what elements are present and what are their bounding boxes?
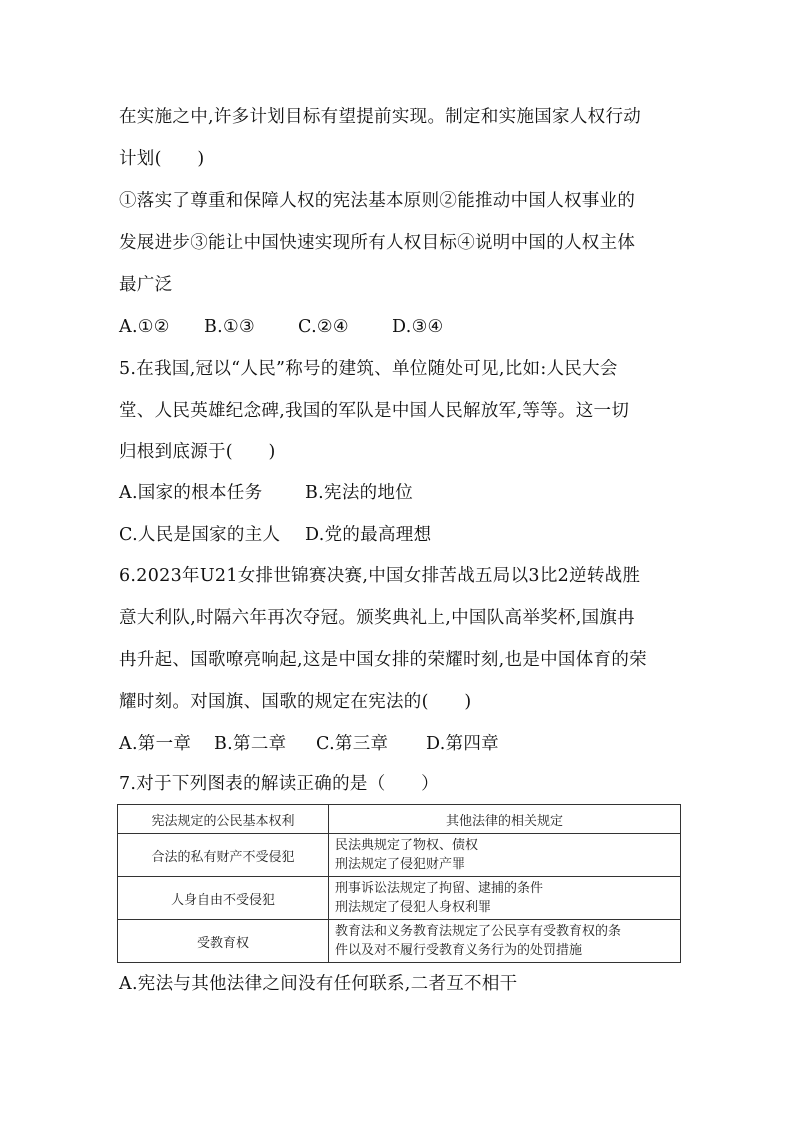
law-line: 教育法和义务教育法规定了公民享有受教育权的条 — [335, 924, 622, 939]
law-line: 刑事诉讼法规定了拘留、逮捕的条件 — [335, 881, 544, 896]
q4-items-line1: ①落实了尊重和保障人权的宪法基本原则②能推动中国人权事业的 — [119, 191, 636, 211]
q4-items-line2: 发展进步③能让中国快速实现所有人权目标④说明中国的人权主体 — [119, 233, 636, 253]
table-cell-right: 人身自由不受侵犯 — [118, 877, 329, 920]
q4-stem-line2: 计划( ) — [119, 149, 205, 169]
q6-option-c[interactable]: C.第三章 — [316, 734, 389, 754]
law-line: 件以及对不履行受教育义务行为的处罚措施 — [335, 943, 583, 958]
table-row — [118, 834, 681, 877]
law-line: 刑法规定了侵犯人身权利罪 — [335, 900, 492, 915]
q4-stem-line1: 在实施之中,许多计划目标有望提前实现。制定和实施国家人权行动 — [119, 107, 642, 127]
table-header-laws: 其他法律的相关规定 — [329, 805, 681, 834]
q7-stem: 7.对于下列图表的解读正确的是（ ） — [119, 774, 439, 794]
q6-line3: 冉升起、国歌嘹亮响起,这是中国女排的荣耀时刻,也是中国体育的荣 — [119, 650, 647, 670]
q6-option-b[interactable]: B.第二章 — [214, 734, 287, 754]
q6-line2: 意大利队,时隔六年再次夺冠。颁奖典礼上,中国队高举奖杯,国旗冉 — [119, 608, 635, 628]
q4-option-c[interactable]: C.②④ — [298, 317, 349, 337]
q6-options — [119, 732, 694, 756]
q5-option-b[interactable]: B.宪法的地位 — [305, 483, 414, 503]
q5-option-d[interactable]: D.党的最高理想 — [305, 525, 432, 545]
q4-option-a[interactable]: A.①② — [119, 317, 170, 337]
table-header-rights: 宪法规定的公民基本权利 — [118, 805, 329, 834]
table-cell-laws — [329, 920, 681, 963]
table-cell-laws — [329, 834, 681, 877]
q6-line1: 6.2023年U21女排世锦赛决赛,中国女排苦战五局以3比2逆转战胜 — [119, 566, 641, 586]
rights-table — [117, 804, 681, 963]
q5-line3: 归根到底源于( ) — [119, 442, 276, 462]
q5-line1: 5.在我国,冠以“人民”称号的建筑、单位随处可见,比如:人民大会 — [119, 359, 618, 379]
q6-option-d[interactable]: D.第四章 — [426, 734, 499, 754]
q6-line4: 耀时刻。对国旗、国歌的规定在宪法的( ) — [119, 692, 472, 712]
q5-option-a[interactable]: A.国家的根本任务 — [119, 483, 263, 503]
law-line: 民法典规定了物权、债权 — [335, 838, 479, 853]
q5-line2: 堂、人民英雄纪念碑,我国的军队是中国人民解放军,等等。这一切 — [119, 401, 630, 421]
law-line: 刑法规定了侵犯财产罪 — [335, 857, 466, 872]
table-cell-right: 合法的私有财产不受侵犯 — [118, 834, 329, 877]
q7-option-a[interactable]: A.宪法与其他法律之间没有任何联系,二者互不相干 — [119, 974, 518, 994]
table-header-row — [118, 805, 681, 834]
q5-option-c[interactable]: C.人民是国家的主人 — [119, 525, 281, 545]
q5-options-row2 — [119, 523, 694, 547]
q6-option-a[interactable]: A.第一章 — [119, 734, 192, 754]
q5-options-row1 — [119, 481, 694, 505]
table-cell-laws — [329, 877, 681, 920]
table-row — [118, 877, 681, 920]
table-cell-right: 受教育权 — [118, 920, 329, 963]
q4-option-d[interactable]: D.③④ — [392, 317, 444, 337]
q4-items-line3: 最广泛 — [119, 275, 173, 295]
table-row — [118, 920, 681, 963]
q4-options — [119, 315, 694, 339]
q4-option-b[interactable]: B.①③ — [204, 317, 255, 337]
